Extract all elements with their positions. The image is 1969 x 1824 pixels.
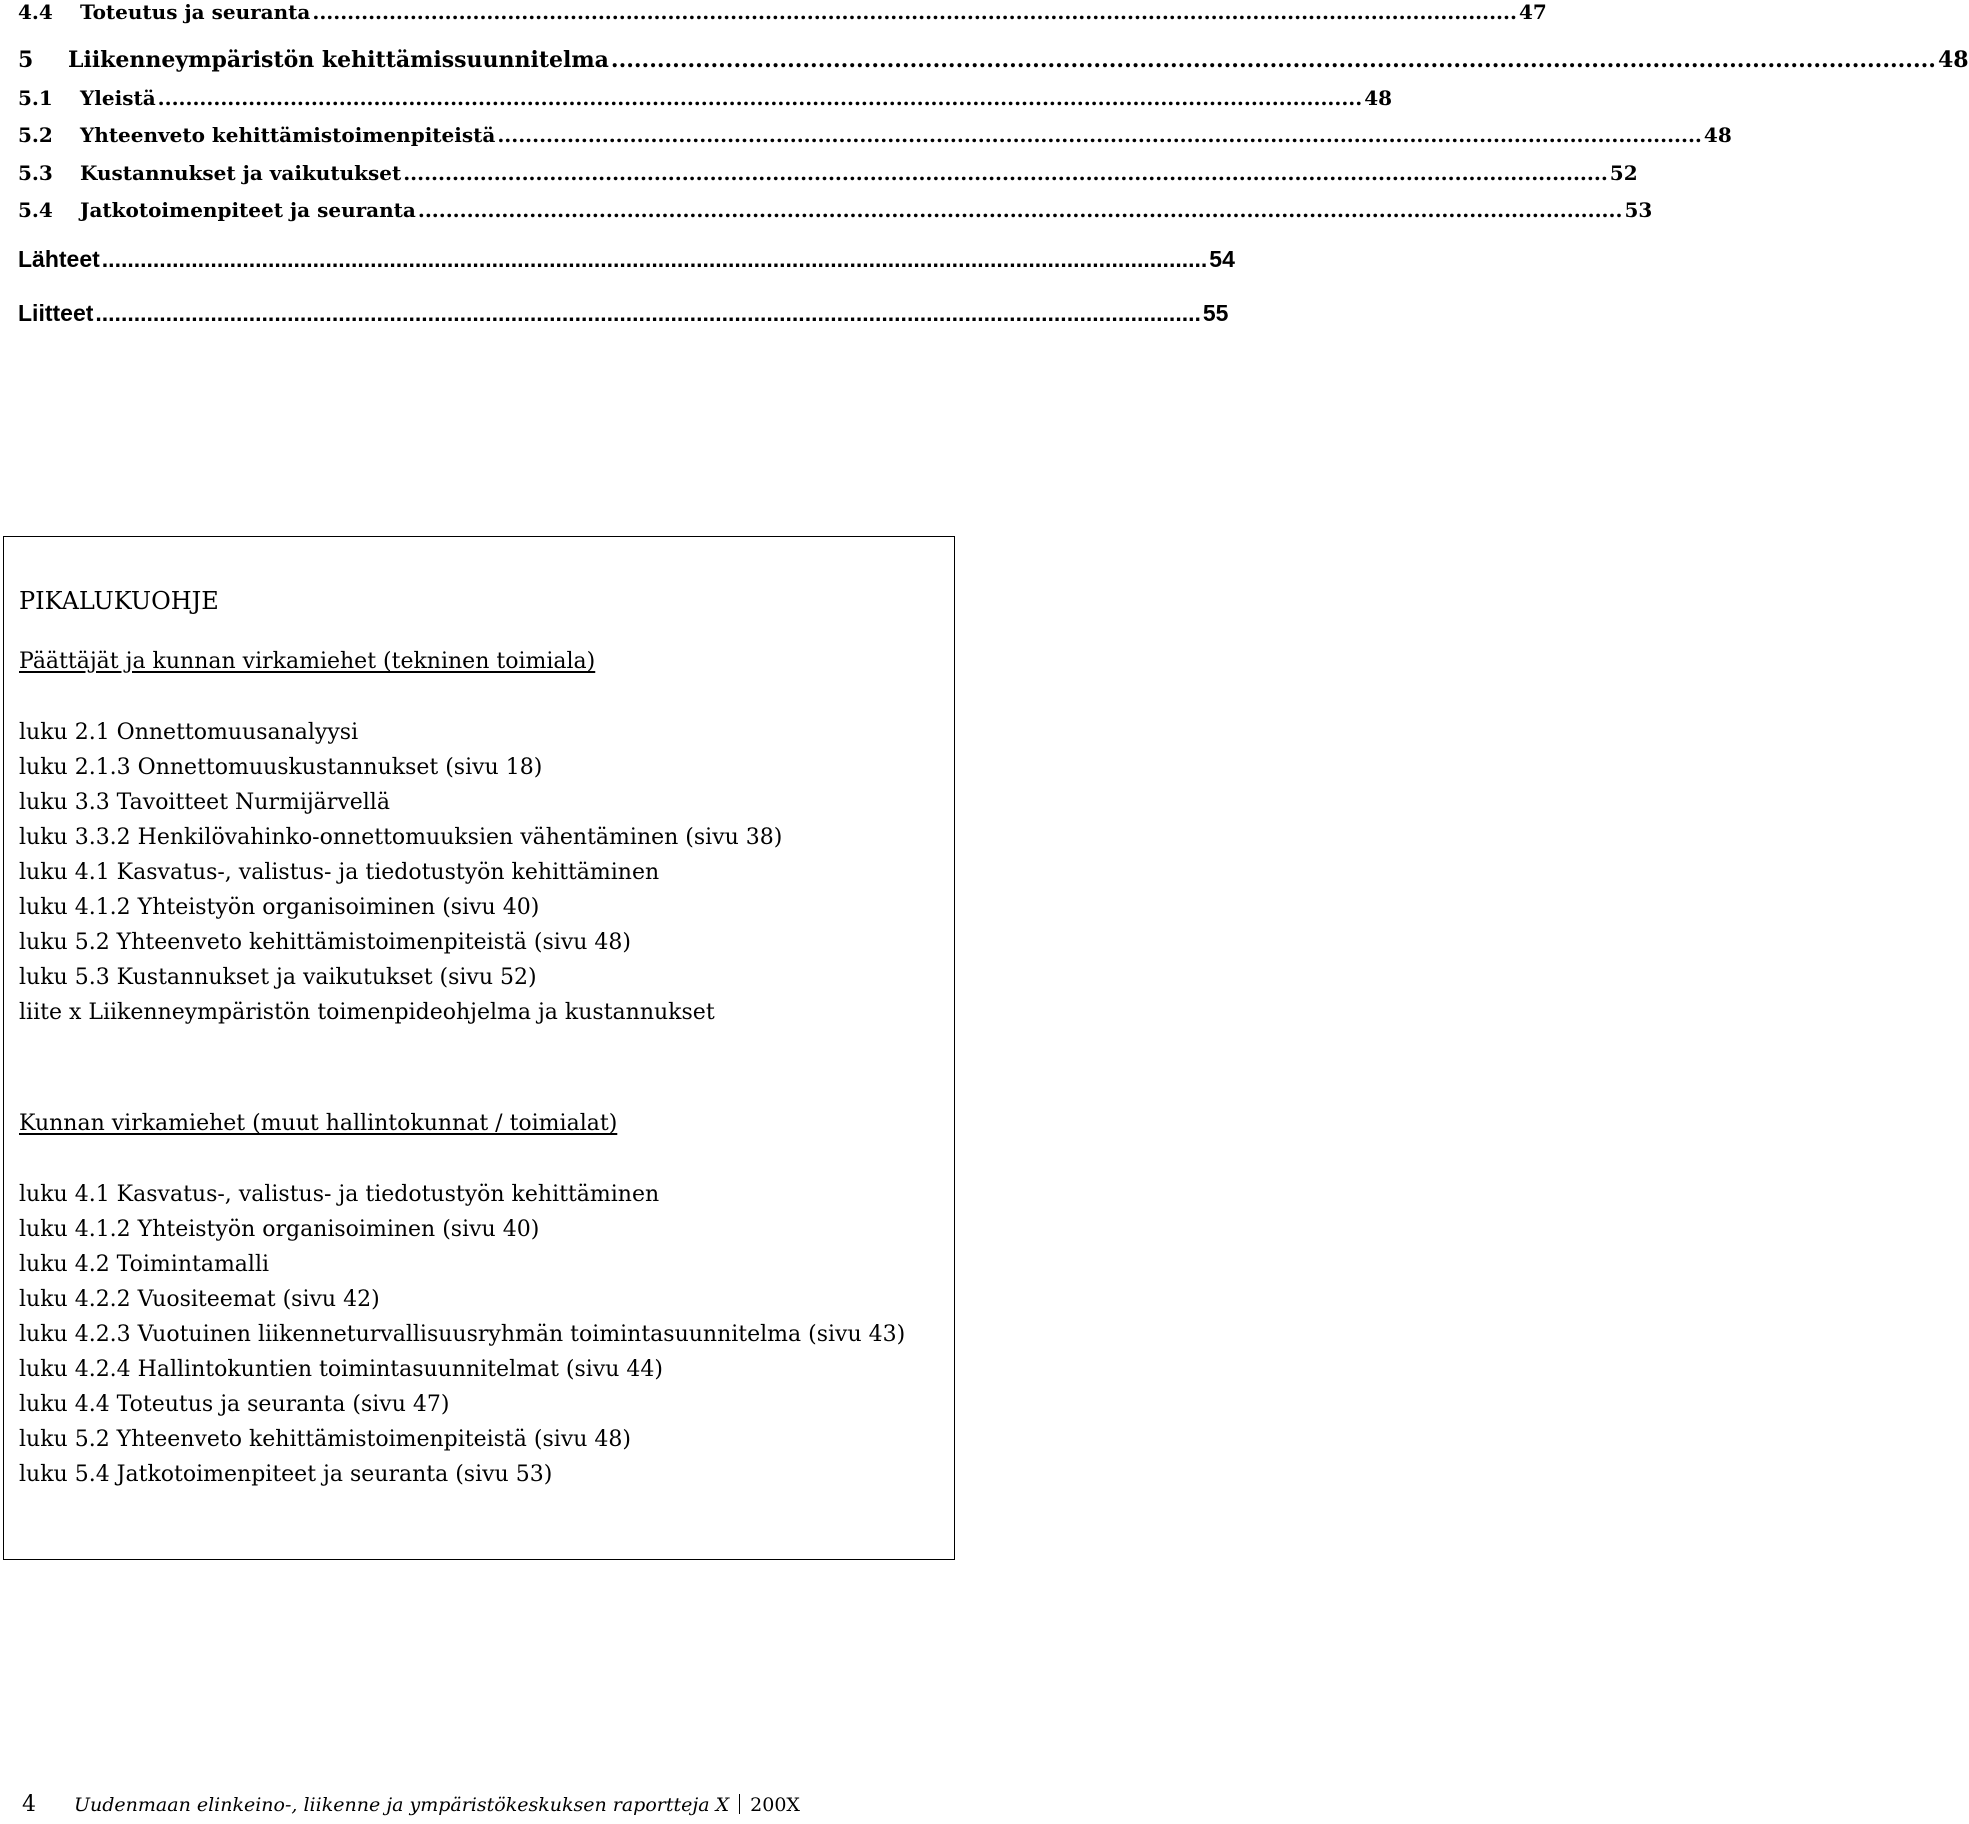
footer-year: 200X bbox=[750, 1794, 800, 1816]
toc-leader: ............................................................................................................................................................................. bbox=[101, 246, 1208, 272]
toc-entry[interactable] bbox=[18, 47, 1969, 73]
footer-publication-title: Uudenmaan elinkeino-, liikenne ja ympäristökeskuksen raportteja X bbox=[74, 1794, 730, 1816]
toc-entry[interactable] bbox=[18, 198, 1653, 222]
toc-entry[interactable] bbox=[18, 0, 1547, 24]
guide-line: luku 4.1.2 Yhteistyön organisoiminen (sivu 40) bbox=[19, 895, 540, 920]
guide-section-list bbox=[19, 715, 939, 1030]
toc-entry-number: 5.2 bbox=[18, 123, 53, 147]
toc-entry-number: 5.4 bbox=[18, 198, 53, 222]
toc-entry-title: Yhteenveto kehittämistoimenpiteistä bbox=[80, 123, 496, 147]
toc-leader: ............................................................................................................................................................................. bbox=[95, 300, 1201, 326]
guide-line: luku 4.1 Kasvatus-, valistus- ja tiedotustyön kehittäminen bbox=[19, 1182, 660, 1207]
toc-entry[interactable] bbox=[18, 161, 1638, 185]
toc-leader: ............................................................................................................................................................................. bbox=[403, 161, 1608, 185]
guide-line: luku 5.3 Kustannukset ja vaikutukset (sivu 52) bbox=[19, 965, 537, 990]
guide-line: luku 4.1.2 Yhteistyön organisoiminen (sivu 40) bbox=[19, 1217, 540, 1242]
guide-section-title: Kunnan virkamiehet (muut hallintokunnat / toimialat) bbox=[19, 1111, 618, 1136]
toc-entry[interactable] bbox=[18, 86, 1393, 110]
toc-entry-page: 48 bbox=[1937, 47, 1969, 73]
toc-entry-number: 5.1 bbox=[18, 86, 53, 110]
quick-reading-guide-box bbox=[3, 536, 955, 1560]
guide-line: luku 4.4 Toteutus ja seuranta (sivu 47) bbox=[19, 1392, 450, 1417]
toc-entry-title: Liikenneympäristön kehittämissuunnitelma bbox=[68, 47, 609, 73]
guide-line: luku 4.2.2 Vuositeemat (sivu 42) bbox=[19, 1287, 380, 1312]
guide-line: luku 4.1 Kasvatus-, valistus- ja tiedotustyön kehittäminen bbox=[19, 860, 660, 885]
toc-entry-page: 55 bbox=[1202, 300, 1229, 326]
guide-line: luku 4.2.4 Hallintokuntien toimintasuunnitelmat (sivu 44) bbox=[19, 1357, 663, 1382]
guide-line: luku 5.2 Yhteenveto kehittämistoimenpiteistä (sivu 48) bbox=[19, 1427, 631, 1452]
guide-line: luku 5.4 Jatkotoimenpiteet ja seuranta (sivu 53) bbox=[19, 1462, 553, 1487]
guide-line: luku 2.1.3 Onnettomuuskustannukset (sivu 18) bbox=[19, 755, 543, 780]
toc-entry-page: 53 bbox=[1624, 198, 1653, 222]
toc-leader: ............................................................................................................................................................................. bbox=[312, 0, 1517, 24]
toc-entry-title: Yleistä bbox=[80, 86, 156, 110]
toc-entry[interactable] bbox=[18, 300, 1229, 327]
toc-leader: ............................................................................................................................................................................. bbox=[610, 47, 1936, 73]
guide-line: luku 2.1 Onnettomuusanalyysi bbox=[19, 720, 359, 745]
toc-entry-page: 54 bbox=[1209, 246, 1235, 272]
toc-entry-page: 52 bbox=[1609, 161, 1638, 185]
toc-leader: ............................................................................................................................................................................. bbox=[497, 123, 1702, 147]
toc-entry-number: 5 bbox=[18, 47, 34, 73]
toc-entry-title: Toteutus ja seuranta bbox=[80, 0, 311, 24]
guide-heading: PIKALUKUOHJE bbox=[19, 587, 219, 615]
toc-entry-title: Liitteet bbox=[18, 300, 94, 326]
toc-entry-number: 4.4 bbox=[18, 0, 53, 24]
toc-entry[interactable] bbox=[18, 123, 1732, 147]
guide-line: luku 4.2 Toimintamalli bbox=[19, 1252, 270, 1277]
guide-line: liite x Liikenneympäristön toimenpideohjelma ja kustannukset bbox=[19, 1000, 715, 1025]
guide-line: luku 4.2.3 Vuotuinen liikenneturvallisuusryhmän toimintasuunnitelma (sivu 43) bbox=[19, 1322, 906, 1347]
toc-entry-title: Kustannukset ja vaikutukset bbox=[80, 161, 402, 185]
guide-line: luku 3.3 Tavoitteet Nurmijärvellä bbox=[19, 790, 390, 815]
toc-entry-title: Jatkotoimenpiteet ja seuranta bbox=[80, 198, 416, 222]
toc-entry-page: 48 bbox=[1703, 123, 1732, 147]
guide-section-title: Päättäjät ja kunnan virkamiehet (tekninen toimiala) bbox=[19, 649, 596, 674]
guide-section-list bbox=[19, 1177, 939, 1492]
toc-entry-page: 47 bbox=[1518, 0, 1547, 24]
toc-leader: ............................................................................................................................................................................. bbox=[157, 86, 1363, 110]
toc-entry-title: Lähteet bbox=[18, 246, 100, 272]
guide-line: luku 3.3.2 Henkilövahinko-onnettomuuksien vähentäminen (sivu 38) bbox=[19, 825, 783, 850]
footer-divider bbox=[739, 1794, 740, 1814]
toc-entry-page: 48 bbox=[1364, 86, 1393, 110]
page-footer bbox=[22, 1792, 800, 1817]
toc-entry-number: 5.3 bbox=[18, 161, 53, 185]
toc-entry[interactable] bbox=[18, 246, 1235, 273]
toc-leader: ............................................................................................................................................................................. bbox=[417, 198, 1623, 222]
page-number: 4 bbox=[22, 1792, 36, 1817]
guide-line: luku 5.2 Yhteenveto kehittämistoimenpiteistä (sivu 48) bbox=[19, 930, 631, 955]
